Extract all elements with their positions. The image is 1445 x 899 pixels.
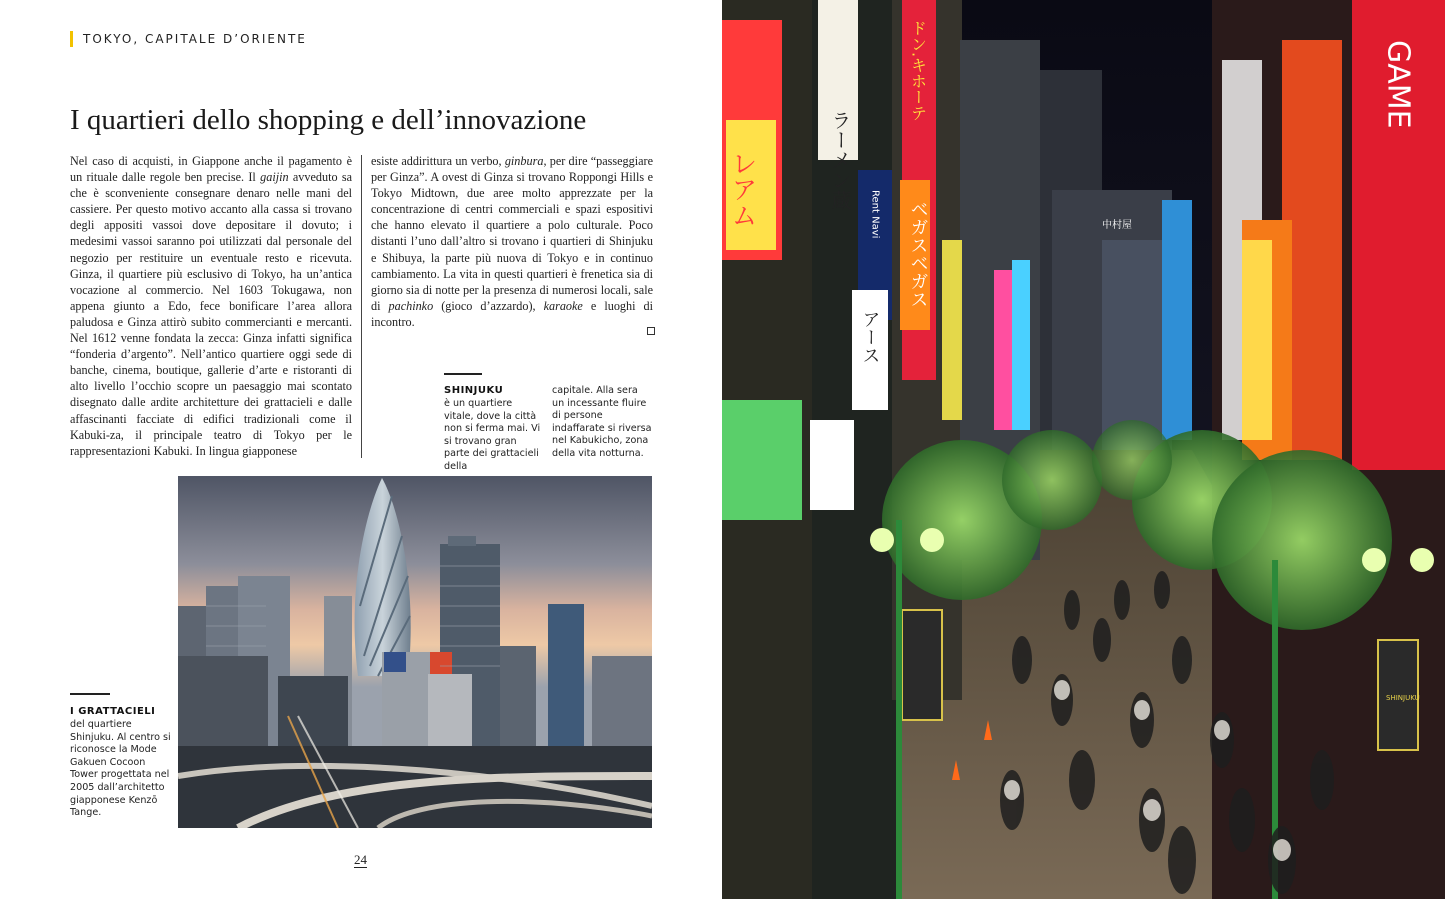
left-page bbox=[0, 0, 722, 899]
body-text: , per dire “passeggiare per Ginza”. A ovest di Ginza si trovano Roppongi Hills e Tokyo Midtown, due aree molto apprezzate per la concentrazione di centri commerciali e spazi espositivi che hanno elevato il quartiere a polo culturale. Poco distanti l’uno dall’altro si trovano i quartieri di Shinjuku e Shibuya, la parte più nuova di Tokyo e in continuo cambiamento. La vita in questi quartieri è frenetica sia di giorno sia di notte per la presenza di numerosi locali, sale di bbox=[371, 154, 653, 313]
column-divider bbox=[361, 155, 362, 458]
sign-text: Rent Navi bbox=[869, 190, 881, 239]
end-of-article-mark bbox=[643, 320, 655, 339]
page-title: I quartieri dello shopping e dell’innovazione bbox=[70, 104, 587, 136]
skyline-illustration bbox=[178, 476, 652, 828]
body-column-2 bbox=[371, 153, 653, 330]
italic-term: pachinko bbox=[388, 298, 434, 313]
italic-term: karaoke bbox=[543, 298, 583, 313]
sign-text: 中村屋 bbox=[1102, 220, 1132, 231]
sign-text: レアム bbox=[727, 150, 757, 228]
sign-text: SHINJUKU bbox=[1386, 694, 1420, 702]
page-number: 24 bbox=[354, 852, 367, 867]
shinjuku-night-street-photo bbox=[722, 0, 1445, 899]
caption-label-shinjuku: SHINJUKU bbox=[444, 385, 504, 396]
body-column-1 bbox=[70, 153, 352, 459]
running-head: TOKYO, CAPITALE D’ORIENTE bbox=[70, 31, 307, 47]
body-text: (gioco d’azzardo), bbox=[433, 298, 544, 313]
body-text: Nel caso di acquisti, in Giappone anche il pagamento è un rituale dalle regole ben precise. Il bbox=[70, 154, 352, 185]
sign-text: GAME bbox=[1380, 40, 1416, 129]
caption-rule bbox=[70, 693, 110, 695]
body-text: e luoghi di incontro. bbox=[371, 298, 653, 329]
sign-text: ドン.キホーテ bbox=[908, 20, 928, 122]
caption-grattacieli-text: del quartiere Shinjuku. Al centro si riconosce la Mode Gakuen Cocoon Tower progettata nel 2005 dall’architetto giapponese Kenzō Tange. bbox=[70, 719, 171, 819]
sign-text: ベガスベガス bbox=[907, 200, 929, 308]
right-page-street-photo bbox=[722, 0, 1445, 899]
body-text: avveduto sa che è sconveniente consegnare denaro nelle mani del cassiere. Per questo motivo accanto alla cassa si trovano degli appositi vassoi dove depositare il dovuto; i medesimi vassoi saranno poi utilizzati dal personale del negozio per restituire un eventuale resto e ricevuta. Ginza, il quartiere più esclusivo di Tokyo, ha un’antica vocazione al commercio. Nel 1603 Tokugawa, non appena giunto a Edo, fece bonificare l’area allora paludosa e Ginza attirò subito commercianti e mercanti. Nel 1612 venne fondata la zecca: Ginza infatti significa “fonderia d’argento”. Nell’antico quartiere oggi sede di banche, cinema, boutique, gallerie d’arte e ristoranti di alto livello l’occhio scopre un paesaggio mai scontato disegnato dalle ardite architetture dei grattacieli e dalle affascinanti facciate di edifici tradizionali come il Kabuki-za, il principale teatro di Tokyo per le rappresentazioni Kabuki. In lingua giapponese bbox=[70, 170, 352, 458]
shinjuku-skyline-photo bbox=[178, 476, 652, 828]
caption-shinjuku-right: capitale. Alla sera un incessante fluire di persone indaffarate si riversa nel Kabukicho, zona della vita notturna. bbox=[552, 385, 652, 459]
italic-term: ginbura bbox=[504, 154, 544, 168]
caption-label-grattacieli: I GRATTACIELI bbox=[70, 706, 156, 717]
caption-shinjuku-left: è un quartiere vitale, dove la città non si ferma mai. Vi si trovano gran parte dei grattacieli della bbox=[444, 398, 541, 472]
caption-rule bbox=[444, 373, 482, 375]
sign-text: ラーメン蔵 bbox=[828, 110, 852, 210]
body-text: esiste addirittura un verbo, bbox=[371, 154, 505, 168]
italic-term: gaijin bbox=[260, 170, 289, 185]
sign-text: アース bbox=[859, 310, 881, 364]
